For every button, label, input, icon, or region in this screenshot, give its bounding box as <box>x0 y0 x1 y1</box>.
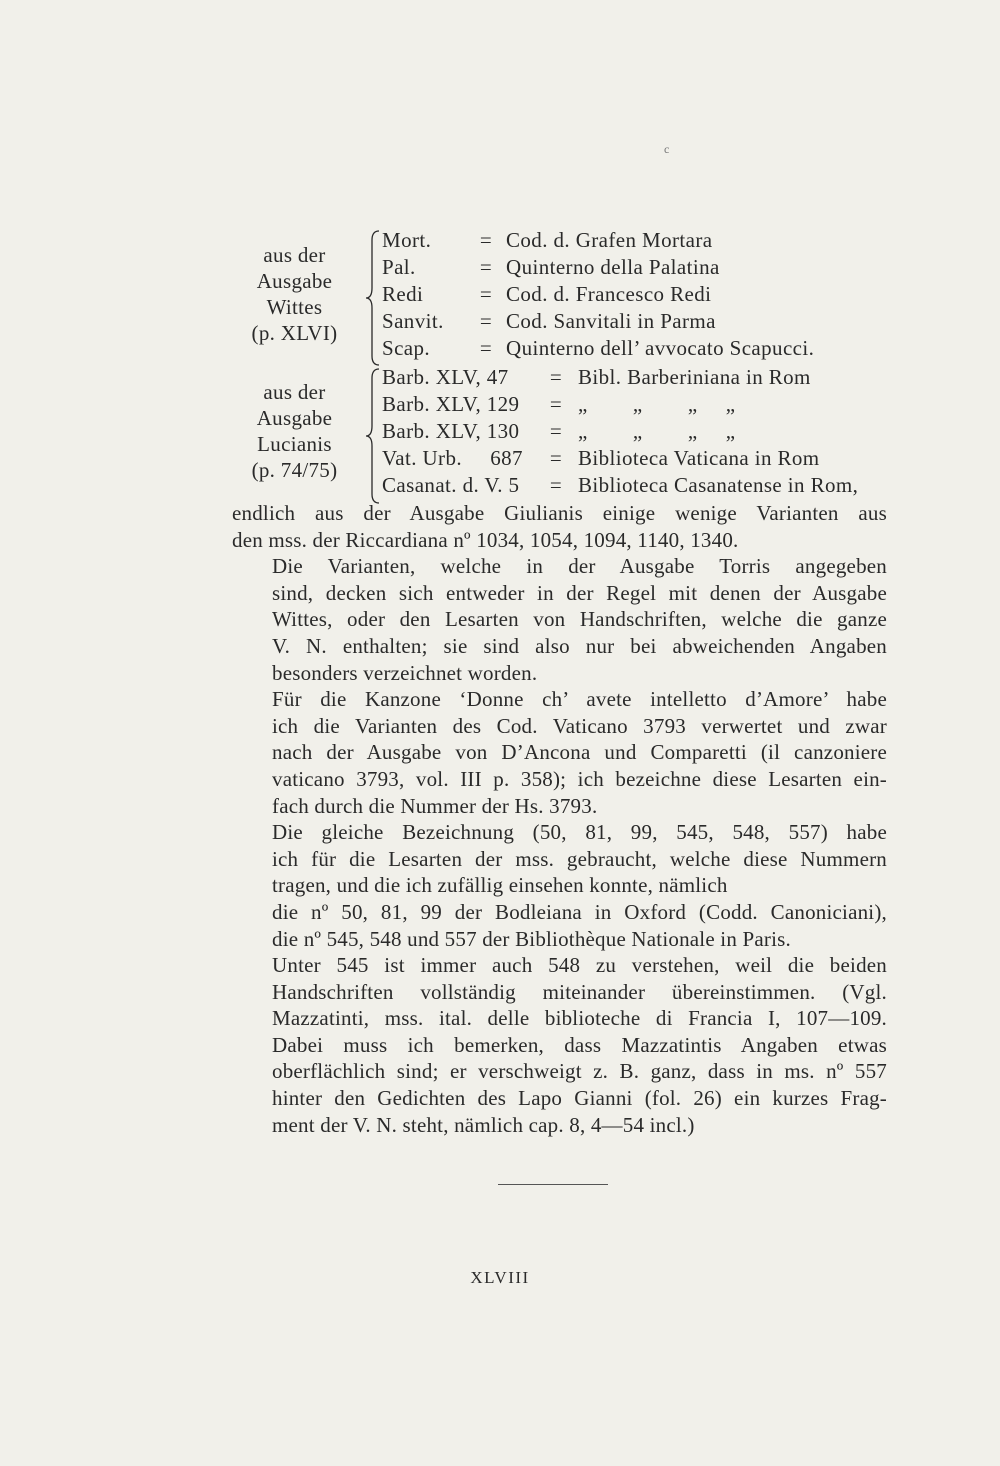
section-divider <box>498 1184 608 1185</box>
label-line: aus der <box>263 243 326 267</box>
equals-sign: = <box>479 255 493 279</box>
equals-sign: = <box>479 309 493 333</box>
text-line: Dabei muss ich bemerken, dass Mazzatintis Angaben etwas <box>272 1032 887 1057</box>
siglum-description: Biblioteca Vaticana in Rom <box>578 446 820 470</box>
text-line: Die gleiche Bezeichnung (50, 81, 99, 545, 548, 557) habe <box>272 820 887 845</box>
text-line: hinter den Gedichten des Lapo Gianni (fol. 26) ein kurzes Frag- <box>272 1086 887 1111</box>
paragraph <box>232 686 887 819</box>
text-line: die nº 50, 81, 99 der Bodleiana in Oxford (Codd. Canoniciani), <box>272 899 887 924</box>
siglum-abbreviation: Vat. Urb. 687 <box>382 446 523 470</box>
label-line: aus der <box>263 380 326 404</box>
text-line: endlich aus der Ausgabe Giulianis einige wenige Varianten aus <box>232 501 887 525</box>
siglum-description: Bibl. Barberiniana in Rom <box>578 365 811 389</box>
equals-sign: = <box>479 282 493 306</box>
text-line: nach der Ausgabe von D’Ancona und Comparetti (il canzoniere <box>272 740 887 765</box>
text-line: Mazzatinti, mss. ital. delle biblioteche di Francia I, 107—109. <box>272 1006 887 1031</box>
text-line: Handschriften vollständig miteinander übereinstimmen. (Vgl. <box>272 979 887 1004</box>
equals-sign: = <box>549 473 563 497</box>
text-line: Die Varianten, welche in der Ausgabe Torris angegeben <box>272 554 887 579</box>
witness-list-wittes <box>232 228 892 368</box>
siglum-abbreviation: Scap. <box>382 336 431 360</box>
page-number: XLVIII <box>470 1268 530 1287</box>
label-line: Wittes <box>266 295 323 319</box>
ditto-marks: „ „ „ „ <box>578 392 736 416</box>
siglum-description: Quinterno della Palatina <box>506 255 720 279</box>
siglum-description: Quinterno dell’ avvocato Scapucci. <box>506 336 815 360</box>
label-line: Ausgabe <box>256 406 333 430</box>
text-line: besonders verzeichnet worden. <box>272 660 538 685</box>
equals-sign: = <box>479 228 493 252</box>
equals-sign: = <box>549 446 563 470</box>
equals-sign: = <box>549 392 563 416</box>
witness-list-label <box>232 242 357 346</box>
siglum-abbreviation: Mort. <box>382 228 432 252</box>
paragraph <box>232 952 887 1138</box>
text-line: Unter 545 ist immer auch 548 zu verstehen, weil die beiden <box>272 953 887 978</box>
text-line: tragen, und die ich zufällig einsehen konnte, nämlich <box>272 873 728 898</box>
siglum-description: Biblioteca Casanatense in Rom, <box>578 473 859 497</box>
siglum-abbreviation: Sanvit. <box>382 309 444 333</box>
witness-list-label <box>232 379 357 483</box>
text-line: Wittes, oder den Lesarten von Handschriften, welche die ganze <box>272 607 887 632</box>
equals-sign: = <box>549 419 563 443</box>
witness-list-lucianis <box>232 365 892 505</box>
text-line: ich die Varianten des Cod. Vaticano 3793 verwertet und zwar <box>272 713 887 738</box>
curly-brace <box>365 230 381 366</box>
paragraph <box>232 819 887 952</box>
siglum-abbreviation: Redi <box>382 282 424 306</box>
paragraph <box>232 500 887 553</box>
text-line: ment der V. N. steht, nämlich cap. 8, 4—54 incl.) <box>272 1112 695 1137</box>
text-line: die nº 545, 548 und 557 der Bibliothèque Nationale in Paris. <box>272 926 791 951</box>
text-line: den mss. der Riccardiana nº 1034, 1054, 1094, 1140, 1340. <box>232 527 739 552</box>
text-line: oberflächlich sind; er verschweigt z. B. ganz, dass in ms. nº 557 <box>272 1059 887 1084</box>
paragraph <box>232 553 887 686</box>
ink-speck: c <box>664 142 670 156</box>
text-line: ich für die Lesarten der mss. gebraucht, welche diese Nummern <box>272 846 887 871</box>
label-line: (p. 74/75) <box>251 458 338 482</box>
text-line: Für die Kanzone ‘Donne ch’ avete intelletto d’Amore’ habe <box>272 687 887 712</box>
siglum-description: Cod. d. Grafen Mortara <box>506 228 713 252</box>
ditto-marks: „ „ „ „ <box>578 419 736 443</box>
text-line: fach durch die Nummer der Hs. 3793. <box>272 793 598 818</box>
label-line: (p. XLVI) <box>251 321 338 345</box>
text-line: vaticano 3793, vol. III p. 358); ich bezeichne diese Lesarten ein- <box>272 766 887 791</box>
siglum-description: Cod. d. Francesco Redi <box>506 282 712 306</box>
equals-sign: = <box>549 365 563 389</box>
siglum-abbreviation: Barb. XLV, 129 <box>382 392 520 416</box>
text-line: V. N. enthalten; sie sind also nur bei abweichenden Angaben <box>272 633 887 658</box>
body-text <box>232 500 887 1138</box>
siglum-abbreviation: Casanat. d. V. 5 <box>382 473 520 497</box>
siglum-description: Cod. Sanvitali in Parma <box>506 309 716 333</box>
siglum-abbreviation: Barb. XLV, 130 <box>382 419 520 443</box>
label-line: Lucianis <box>257 432 332 456</box>
siglum-abbreviation: Pal. <box>382 255 416 279</box>
curly-brace <box>365 368 381 504</box>
text-line: sind, decken sich entweder in der Regel mit denen der Ausgabe <box>272 580 887 605</box>
label-line: Ausgabe <box>256 269 333 293</box>
siglum-abbreviation: Barb. XLV, 47 <box>382 365 509 389</box>
equals-sign: = <box>479 336 493 360</box>
